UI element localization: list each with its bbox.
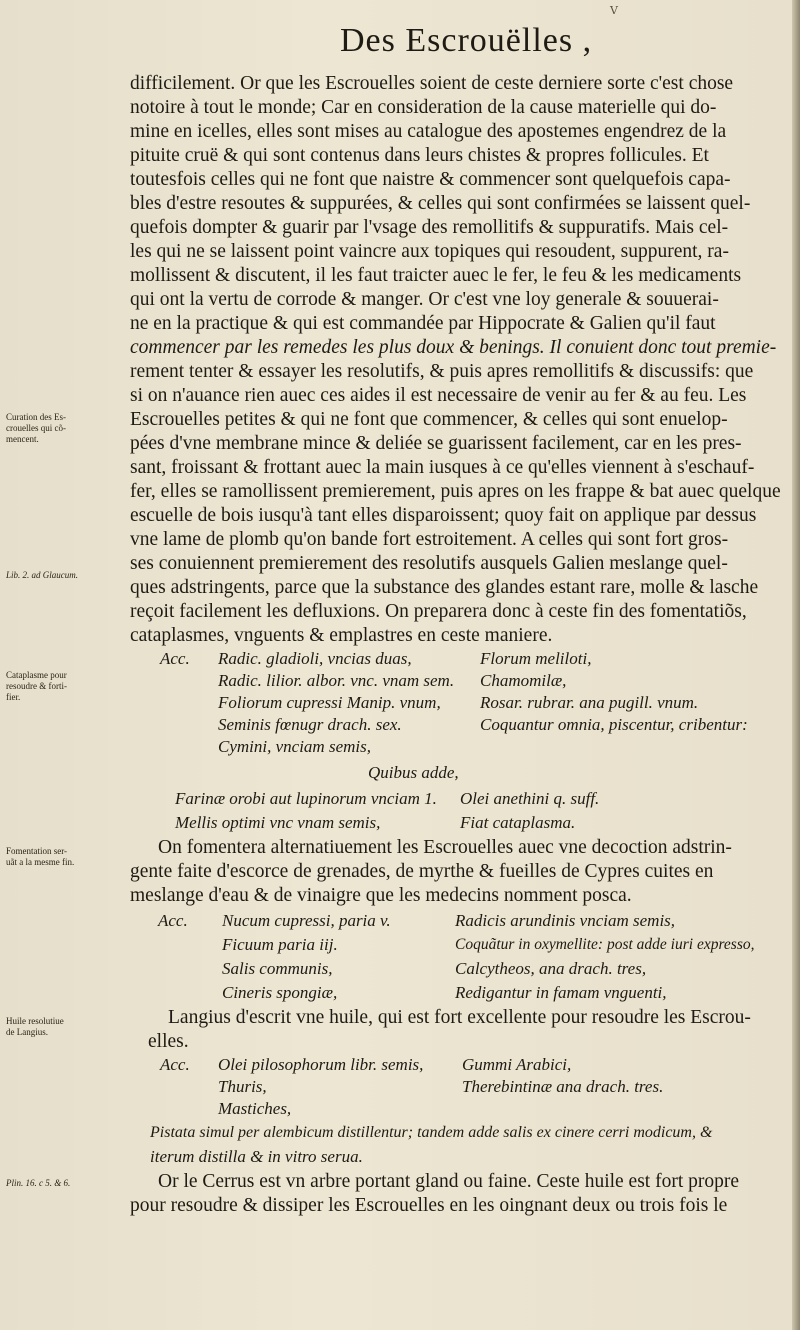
recipe-ingredient: Radicis arundinis vnciam semis, xyxy=(455,911,676,930)
body-line: cataplasmes, vnguents & emplastres en ceste maniere. xyxy=(130,625,553,646)
recipe-ingredient: Ficuum paria iij. xyxy=(222,935,338,954)
recipe-ingredient: Olei anethini q. suff. xyxy=(460,789,600,808)
recipe-ingredient: Farinæ orobi aut lupinorum vnciam 1. xyxy=(175,789,437,808)
recipe-ingredient: Foliorum cupressi Manip. vnum, xyxy=(218,693,441,712)
margin-note-plin: Plin. 16. c 5. & 6. xyxy=(6,1178,71,1188)
body-line: quefois dompter & guarir par l'vsage des remollitifs & suppuratifs. Mais cel- xyxy=(130,217,729,238)
body-line: elles. xyxy=(148,1031,189,1052)
running-header: Des Escrouëlles , xyxy=(340,22,593,59)
page-gutter-shadow xyxy=(792,0,800,1330)
body-line: Langius d'escrit vne huile, qui est fort excellente pour resoudre les Escrou- xyxy=(168,1007,751,1028)
recipe-ingredient: Cymini, vnciam semis, xyxy=(218,737,371,756)
body-line: toutesfois celles qui ne font que naistre & commencer sont quelquefois capa- xyxy=(130,169,731,190)
recipe-acc: Acc. xyxy=(160,1055,190,1074)
recipe-instruction: Coquantur omnia, piscentur, cribentur: xyxy=(480,715,748,734)
recipe-instruction: iterum distilla & in vitro serua. xyxy=(150,1147,363,1166)
recipe-acc: Acc. xyxy=(158,911,188,930)
margin-note-fomentation: Fomentation ser- uãt a la mesme fin. xyxy=(6,846,75,867)
margin-note-huile: Huile resolutiue de Langius. xyxy=(6,1016,64,1037)
recipe-instruction: Quibus adde, xyxy=(368,763,459,782)
body-line: vne lame de plomb qu'on bande fort estroitement. A celles qui sont fort gros- xyxy=(130,529,729,550)
recipe-ingredient: Cineris spongiæ, xyxy=(222,983,338,1002)
recipe-instruction: Coquãtur in oxymellite: post adde iuri expresso, xyxy=(455,936,755,953)
body-line: bles d'estre resoutes & suppurées, & celles qui sont confirmées se laissent quel- xyxy=(130,193,751,214)
body-line: fer, elles se ramollissent premierement, puis apres on les frappe & bat auec quelque xyxy=(130,481,781,502)
recipe-ingredient: Salis communis, xyxy=(222,959,333,978)
recipe-ingredient: Chamomilæ, xyxy=(480,671,567,690)
body-line: mine en icelles, elles sont mises au catalogue des apostemes engendrez de la xyxy=(130,121,727,142)
body-line: escuelle de bois iusqu'à tant elles disparoissent; quoy fait on applique par dessus xyxy=(130,505,757,526)
recipe-ingredient: Calcytheos, ana drach. tres, xyxy=(455,959,647,978)
body-line: sant, froissant & frottant auec la main iusques à ce qu'elles viennent à s'eschauf- xyxy=(130,457,755,478)
signature-mark: V xyxy=(610,4,618,17)
body-line: ques adstringents, parce que la substance des glandes estant rare, molle & lasche xyxy=(130,577,759,598)
recipe-ingredient: Olei pilosophorum libr. semis, xyxy=(218,1055,424,1074)
body-line: les qui ne se laissent point vaincre aux topiques qui resoudent, suppurent, ra- xyxy=(130,241,729,262)
body-line: pour resoudre & dissiper les Escrouelles en les oingnant deux ou trois fois le xyxy=(130,1195,728,1216)
body-line: Or le Cerrus est vn arbre portant gland ou faine. Ceste huile est fort propre xyxy=(158,1171,740,1192)
body-line: notoire à tout le monde; Car en consideration de la cause materielle qui do- xyxy=(130,97,717,118)
body-line: ses conuiennent premierement des resolutifs ausquels Galien meslange quel- xyxy=(130,553,728,574)
recipe-ingredient: Radic. lilior. albor. vnc. vnam sem. xyxy=(218,671,455,690)
recipe-acc: Acc. xyxy=(160,649,190,668)
recipe-ingredient: Rosar. rubrar. ana pugill. vnum. xyxy=(480,693,699,712)
body-line: pituite cruë & qui sont contenus dans leurs chistes & propres follicules. Et xyxy=(130,145,709,166)
margin-note-lib: Lib. 2. ad Glaucum. xyxy=(6,570,78,580)
recipe-ingredient: Seminis fœnugr drach. sex. xyxy=(218,715,402,734)
recipe-ingredient: Thuris, xyxy=(218,1077,267,1096)
body-line: mollissent & discutent, il les faut traicter auec le fer, le feu & les medicaments xyxy=(130,265,742,286)
recipe-ingredient: Therebintinæ ana drach. tres. xyxy=(462,1077,664,1096)
recipe-ingredient: Nucum cupressi, paria v. xyxy=(222,911,391,930)
body-line: commencer par les remedes les plus doux & benings. Il conuient donc tout premie- xyxy=(130,337,777,358)
recipe-ingredient: Radic. gladioli, vncias duas, xyxy=(218,649,412,668)
body-line: reçoit facilement les defluxions. On preparera donc à ceste fin des fomentatiõs, xyxy=(130,601,747,622)
body-line: Escrouelles petites & qui ne font que commencer, & celles qui sont enuelop- xyxy=(130,409,728,430)
body-line: rement tenter & essayer les resolutifs, & puis apres remollitifs & discussifs: que xyxy=(130,361,754,382)
body-line: difficilement. Or que les Escrouelles soient de ceste derniere sorte c'est chose xyxy=(130,73,734,94)
body-line: gente faite d'escorce de grenades, de myrthe & fueilles de Cypres cuites en xyxy=(130,861,714,882)
recipe-ingredient: Mellis optimi vnc vnam semis, xyxy=(175,813,381,832)
body-line: si on n'auance rien auec ces aides il est necessaire de venir au fer & au feu. Les xyxy=(130,385,747,406)
body-line: ne en la practique & qui est commandée par Hippocrate & Galien qu'il faut xyxy=(130,313,716,334)
recipe-instruction: Redigantur in famam vnguenti, xyxy=(455,983,667,1002)
body-line: On fomentera alternatiuement les Escrouelles auec vne decoction adstrin- xyxy=(158,837,732,858)
margin-note-curation: Curation des Es- crouelles qui cõ- mencent. xyxy=(6,412,66,444)
body-line: pées d'vne membrane mince & deliée se guarissent facilement, car en les pres- xyxy=(130,433,742,454)
recipe-instruction: Pistata simul per alembicum distillentur; tandem adde salis ex cinere cerri modicum, & xyxy=(150,1124,713,1141)
margin-note-cataplasme: Cataplasme pour resoudre & forti- fier. xyxy=(6,670,67,702)
recipe-ingredient: Gummi Arabici, xyxy=(462,1055,572,1074)
recipe-ingredient: Mastiches, xyxy=(218,1099,292,1118)
recipe-instruction: Fiat cataplasma. xyxy=(460,813,576,832)
body-line: qui ont la vertu de corrode & manger. Or c'est vne loy generale & souuerai- xyxy=(130,289,719,310)
recipe-ingredient: Florum meliloti, xyxy=(480,649,592,668)
body-line: meslange d'eau & de vinaigre que les medecins nomment posca. xyxy=(130,885,632,906)
